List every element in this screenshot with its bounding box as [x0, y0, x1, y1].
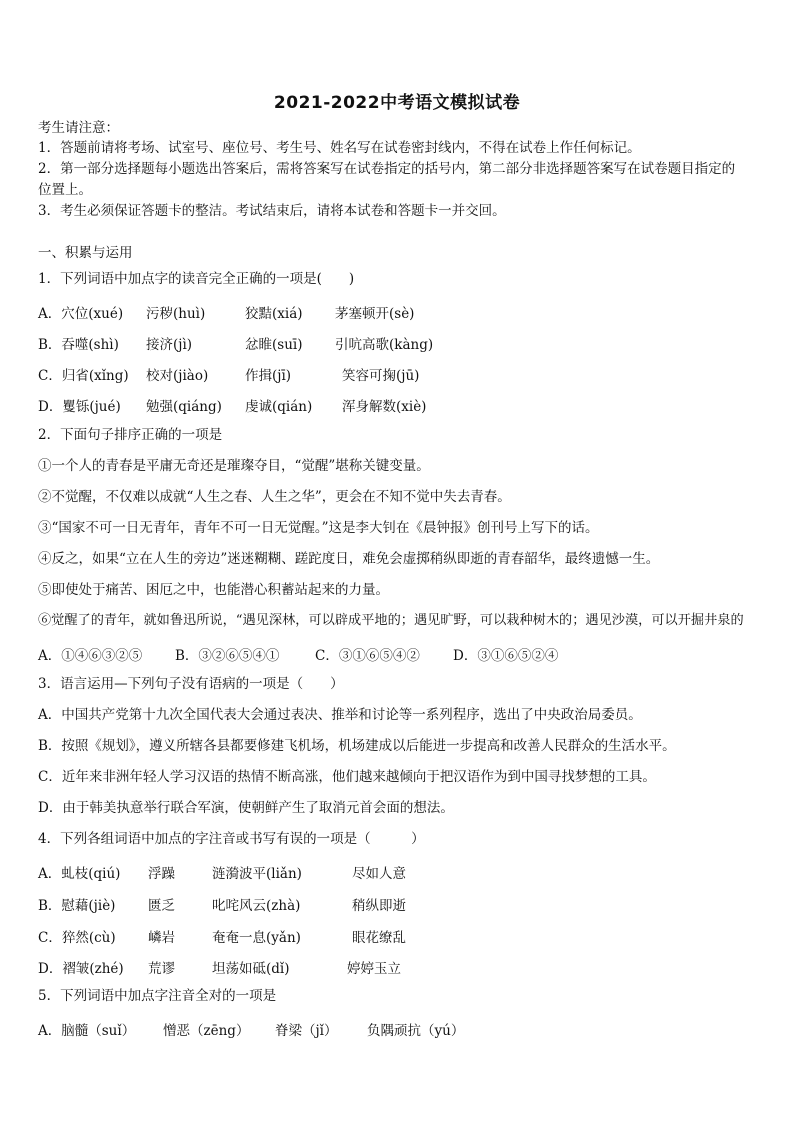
section-heading: 一、积累与运用 — [38, 245, 133, 261]
question-4-stem: 4．下列各组词语中加点的字注音或书写有误的一项是（ ） — [38, 831, 425, 847]
question-3-option-a: A．中国共产党第十九次全国代表大会通过表决、推举和讨论等一系列程序，选出了中央政治局委员。 — [38, 707, 642, 723]
option-cell: 叱咤风云(zhà) — [212, 898, 301, 914]
notice-heading: 考生请注意： — [38, 120, 119, 136]
question-3-option-b: B．按照《规划》，遵义所辖各县都要修建飞机场，机场建成以后能进一步提高和改善人民群众的生活水平。 — [38, 738, 676, 754]
option-cell: 引吭高歌(kàng) — [335, 337, 434, 353]
option-cell: C．猝然(cù) — [38, 930, 116, 946]
option-cell: 浑身解数(xiè) — [342, 399, 427, 415]
question-3-option-c: C．近年来非洲年轻人学习汉语的热情不断高涨，他们越来越倾向于把汉语作为到中国寻找梦想的工具。 — [38, 769, 656, 785]
question-1-stem: 1．下列词语中加点字的读音完全正确的一项是( ) — [38, 271, 355, 287]
option-a: A．①④⑥③②⑤ — [38, 648, 143, 664]
question-2-sentence: ③“国家不可一日无青年，青年不可一日无觉醒。”这是李大钊在《晨钟报》创刊号上写下的话。 — [38, 520, 599, 536]
question-2-sentence: ④反之，如果“立在人生的旁边”迷迷糊糊、蹉跎度日，难免会虚掷稍纵即逝的青春韶华，最终遗憾一生。 — [38, 551, 660, 567]
question-2-sentence: ②不觉醒，不仅难以成就“人生之春、人生之华”，更会在不知不觉中失去青春。 — [38, 489, 511, 505]
notice-item: 3．考生必须保证答题卡的整洁。考试结束后，请将本试卷和答题卡一并交回。 — [38, 203, 506, 219]
option-cell: 奄奄一息(yǎn) — [212, 930, 301, 946]
option-cell: A．脑髓（suǐ） — [38, 1023, 136, 1039]
option-cell: 茅塞顿开(sè) — [335, 306, 415, 322]
option-cell: 校对(jiào) — [146, 368, 209, 384]
option-cell: 狡黠(xiá) — [245, 306, 303, 322]
question-2-stem: 2．下面句子排序正确的一项是 — [38, 427, 223, 443]
question-2-sentence: ⑥觉醒了的青年，就如鲁迅所说，“遇见深林，可以辟成平地的；遇见旷野，可以栽种树木的；遇见沙漠，可以开掘井泉的 — [38, 613, 744, 628]
option-cell: 眼花缭乱 — [352, 930, 406, 946]
option-d: D．③①⑥⑤②④ — [453, 648, 559, 664]
notice-item: 1．答题前请将考场、试室号、座位号、考生号、姓名写在试卷密封线内，不得在试卷上作任何标记。 — [38, 140, 641, 156]
option-cell: B．慰藉(jiè) — [38, 898, 116, 914]
question-2-sentence: ⑤即使处于痛苦、困厄之中，也能潜心积蓄站起来的力量。 — [38, 582, 389, 598]
page-title: 2021-2022中考语文模拟试卷 — [273, 93, 521, 113]
question-2-sentence: ①一个人的青春是平庸无奇还是璀璨夺目，“觉醒”堪称关键变量。 — [38, 458, 430, 474]
option-cell: 忿睢(suī) — [245, 337, 303, 353]
option-cell: A．虬枝(qiú) — [38, 866, 121, 882]
option-cell: 笑容可掬(jū) — [342, 368, 420, 384]
question-3-option-d: D．由于韩美执意举行联合军演，使朝鲜产生了取消元首会面的想法。 — [38, 800, 454, 816]
option-cell: 虔诚(qián) — [245, 399, 313, 415]
option-cell: 勉强(qiáng) — [146, 399, 222, 415]
option-cell: 嶙岩 — [148, 930, 175, 946]
option-cell: 坦荡如砥(dǐ) — [212, 961, 290, 977]
option-cell: D．褶皱(zhé) — [38, 961, 124, 977]
option-cell: 作揖(jī) — [245, 368, 292, 384]
option-cell: 匮乏 — [148, 898, 175, 914]
option-cell: 荒谬 — [148, 961, 175, 977]
option-cell: 婷婷玉立 — [347, 961, 401, 977]
option-cell: 负隅顽抗（yú） — [367, 1023, 465, 1039]
option-cell: 接济(jì) — [146, 337, 193, 353]
notice-item: 2．第一部分选择题每小题选出答案后，需将答案写在试卷指定的括号内，第二部分非选择题答案写在试卷题目指定的 — [38, 161, 736, 177]
option-cell: 污秽(huì) — [146, 306, 206, 322]
option-cell: 憎恶（zēng） — [163, 1023, 250, 1039]
question-3-stem: 3．语言运用—下列句子没有语病的一项是（ ） — [38, 676, 344, 692]
option-b: B．③②⑥⑤④① — [175, 648, 280, 664]
option-cell: D．矍铄(jué) — [38, 399, 121, 415]
option-cell: B．吞噬(shì) — [38, 337, 119, 353]
option-cell: 脊梁（jǐ） — [275, 1023, 338, 1039]
option-cell: 稍纵即逝 — [352, 898, 406, 914]
option-cell: 尽如人意 — [352, 866, 406, 882]
option-c: C．③①⑥⑤④② — [315, 648, 420, 664]
option-cell: 涟漪波平(liǎn) — [212, 866, 302, 882]
option-cell: 浮躁 — [148, 866, 175, 882]
question-5-stem: 5．下列词语中加点字注音全对的一项是 — [38, 988, 277, 1004]
option-cell: C．归省(xǐng) — [38, 368, 129, 384]
option-cell: A．穴位(xué) — [38, 306, 124, 322]
notice-item: 位置上。 — [38, 182, 92, 198]
